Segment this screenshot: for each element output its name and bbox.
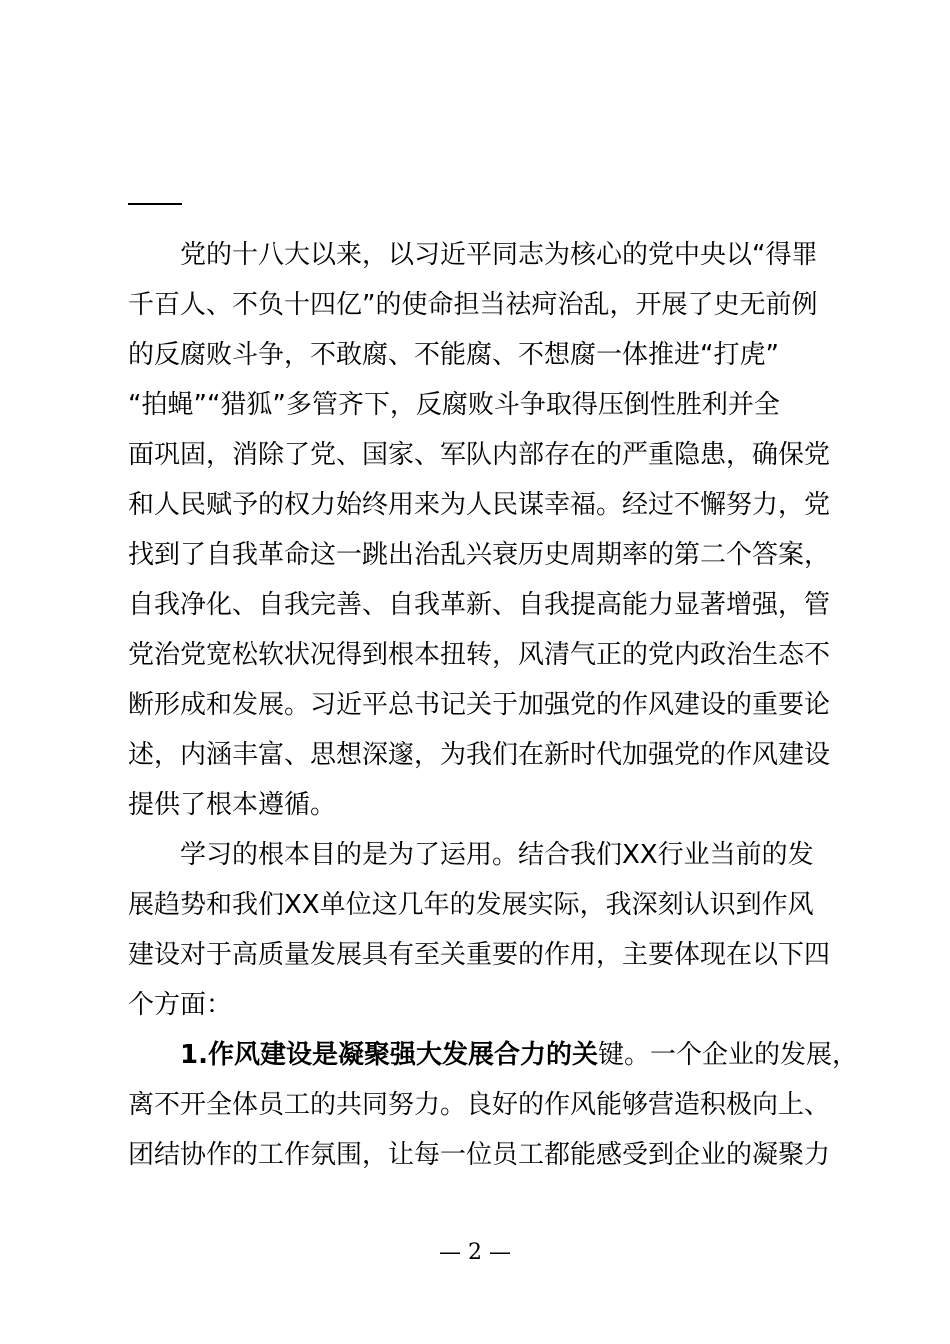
paragraph-line: 个方面： xyxy=(128,990,233,1020)
paragraph-line: 面巩固，消除了党、国家、军队内部存在的严重隐患，确保党 xyxy=(128,440,831,470)
paragraph-line: 团结协作的工作氛围，让每一位员工都能感受到企业的凝聚力 xyxy=(128,1140,831,1170)
heading-tail-text: 键。一个企业的发展， xyxy=(597,1040,858,1070)
paragraph-line: 述，内涵丰富、思想深邃，为我们在新时代加强党的作风建设 xyxy=(128,740,831,770)
section-dash xyxy=(128,203,182,205)
document-body xyxy=(128,230,858,1180)
paragraph-line: 千百人、不负十四亿”的使命担当祛疴治乱，开展了史无前例 xyxy=(128,290,818,320)
paragraph-line: 和人民赋予的权力始终用来为人民谋幸福。经过不懈努力，党 xyxy=(128,490,831,520)
paragraph-line: 党治党宽松软状况得到根本扭转，风清气正的党内政治生态不 xyxy=(128,640,831,670)
paragraph-line: 展趋势和我们XX单位这几年的发展实际，我深刻认识到作风 xyxy=(128,890,814,920)
paragraph-line: 自我净化、自我完善、自我革新、自我提高能力显著增强，管 xyxy=(128,590,831,620)
paragraph-line: “拍蝇”“猎狐”多管齐下，反腐败斗争取得压倒性胜利并全 xyxy=(128,390,780,420)
paragraph-line: 的反腐败斗争，不敢腐、不能腐、不想腐一体推进“打虎” xyxy=(128,340,779,370)
paragraph-line: 断形成和发展。习近平总书记关于加强党的作风建设的重要论 xyxy=(128,690,831,720)
paragraph-line: 找到了自我革命这一跳出治乱兴衰历史周期率的第二个答案， xyxy=(128,540,831,570)
section-heading: 1.作风建设是凝聚强大发展合力的关 xyxy=(180,1040,598,1070)
paragraph-line: 党的十八大以来，以习近平同志为核心的党中央以“得罪 xyxy=(180,240,818,270)
heading-line xyxy=(128,1030,858,1080)
page-number: — 2 — xyxy=(439,1240,511,1265)
paragraph-line: 学习的根本目的是为了运用。结合我们XX行业当前的发 xyxy=(180,840,814,870)
paragraph-line: 建设对于高质量发展具有至关重要的作用，主要体现在以下四 xyxy=(128,940,831,970)
paragraph-line: 提供了根本遵循。 xyxy=(128,790,337,820)
paragraph-line: 离不开全体员工的共同努力。良好的作风能够营造积极向上、 xyxy=(128,1090,831,1120)
